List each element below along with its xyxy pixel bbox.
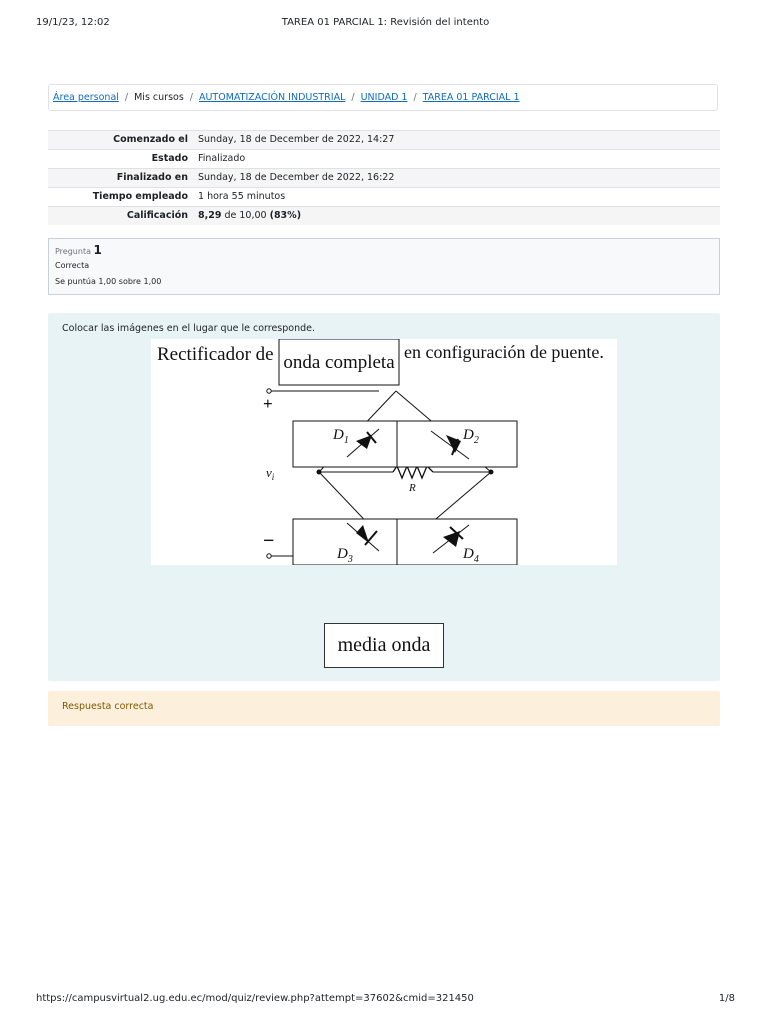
- question-state: Correcta: [55, 261, 90, 270]
- breadcrumb-item-unit[interactable]: UNIDAD 1: [360, 92, 408, 103]
- d4-label: $D_4$: [463, 546, 479, 565]
- summary-row: [48, 131, 720, 150]
- d1-label: $D_1$: [333, 427, 349, 446]
- drag-option-media-onda[interactable]: media onda: [324, 623, 444, 668]
- question-grade: Se puntúa 1,00 sobre 1,00: [55, 277, 162, 286]
- attempt-summary-table: [48, 130, 720, 225]
- diagram-svg: [151, 339, 617, 565]
- summary-label: Finalizado en: [116, 172, 188, 183]
- summary-label: Tiempo empleado: [92, 191, 188, 202]
- print-title: TAREA 01 PARCIAL 1: Revisión del intento: [281, 17, 490, 28]
- grade-percent: (83%): [269, 210, 302, 221]
- grade-label: Calificación: [126, 210, 188, 221]
- breadcrumb-separator: /: [124, 92, 129, 103]
- title-text-before: Rectificador de: [157, 344, 274, 365]
- title-text-after: en configuración de puente.: [404, 342, 604, 362]
- breadcrumb-separator: /: [351, 92, 355, 103]
- summary-value: Sunday, 18 de December de 2022, 16:22: [198, 172, 395, 183]
- breadcrumb-item-quiz[interactable]: TAREA 01 PARCIAL 1: [422, 92, 520, 103]
- breadcrumb: [48, 84, 718, 111]
- r-label: R: [409, 482, 416, 494]
- question-text: Colocar las imágenes en el lugar que le corresponde.: [62, 323, 315, 334]
- summary-label: Estado: [151, 153, 188, 164]
- breadcrumb-item-course[interactable]: AUTOMATIZACIÓN INDUSTRIAL: [198, 92, 346, 103]
- summary-value: Finalizado: [198, 153, 246, 164]
- print-url: https://campusvirtual2.ug.edu.ec/mod/quiz/review.php?attempt=37602&cmid=321450: [36, 993, 474, 1004]
- grade-value: [194, 207, 720, 226]
- question-formulation: [48, 313, 720, 681]
- breadcrumb-item-area-personal[interactable]: Área personal: [53, 92, 119, 103]
- print-header: [36, 17, 735, 31]
- terminal-bottom: [267, 554, 271, 558]
- summary-row: [48, 150, 720, 169]
- d2-label: $D_2$: [463, 427, 479, 446]
- question-info: [48, 238, 720, 295]
- question-prefix: Pregunta: [55, 247, 91, 256]
- grade-of: de 10,00: [224, 210, 267, 221]
- summary-row-grade: [48, 207, 720, 226]
- d3-label: $D_3$: [337, 546, 353, 565]
- summary-value: Sunday, 18 de December de 2022, 14:27: [198, 134, 395, 145]
- breadcrumb-separator: /: [413, 92, 417, 103]
- minus-sign: −: [263, 530, 275, 552]
- plus-sign: +: [263, 394, 273, 413]
- bridge-rectifier-diagram: [151, 339, 617, 565]
- outcome-feedback: Respuesta correcta: [48, 691, 720, 726]
- node-left: [317, 470, 322, 475]
- summary-row: [48, 188, 720, 207]
- print-footer: [36, 993, 735, 1007]
- print-date: 19/1/23, 12:02: [36, 17, 110, 28]
- dropped-answer[interactable]: onda completa: [283, 352, 395, 373]
- terminal-top: [267, 389, 271, 393]
- breadcrumb-separator: /: [189, 92, 193, 103]
- summary-value: 1 hora 55 minutos: [198, 191, 286, 202]
- node-right: [489, 470, 494, 475]
- print-page-number: 1/8: [718, 993, 735, 1004]
- breadcrumb-item-mis-cursos: Mis cursos: [134, 92, 184, 103]
- summary-label: Comenzado el: [113, 134, 188, 145]
- question-number-value: 1: [93, 243, 102, 257]
- question-number: [55, 243, 713, 257]
- vi-label: $v_i$: [266, 465, 275, 482]
- summary-row: [48, 169, 720, 188]
- grade-score: 8,29: [198, 210, 222, 221]
